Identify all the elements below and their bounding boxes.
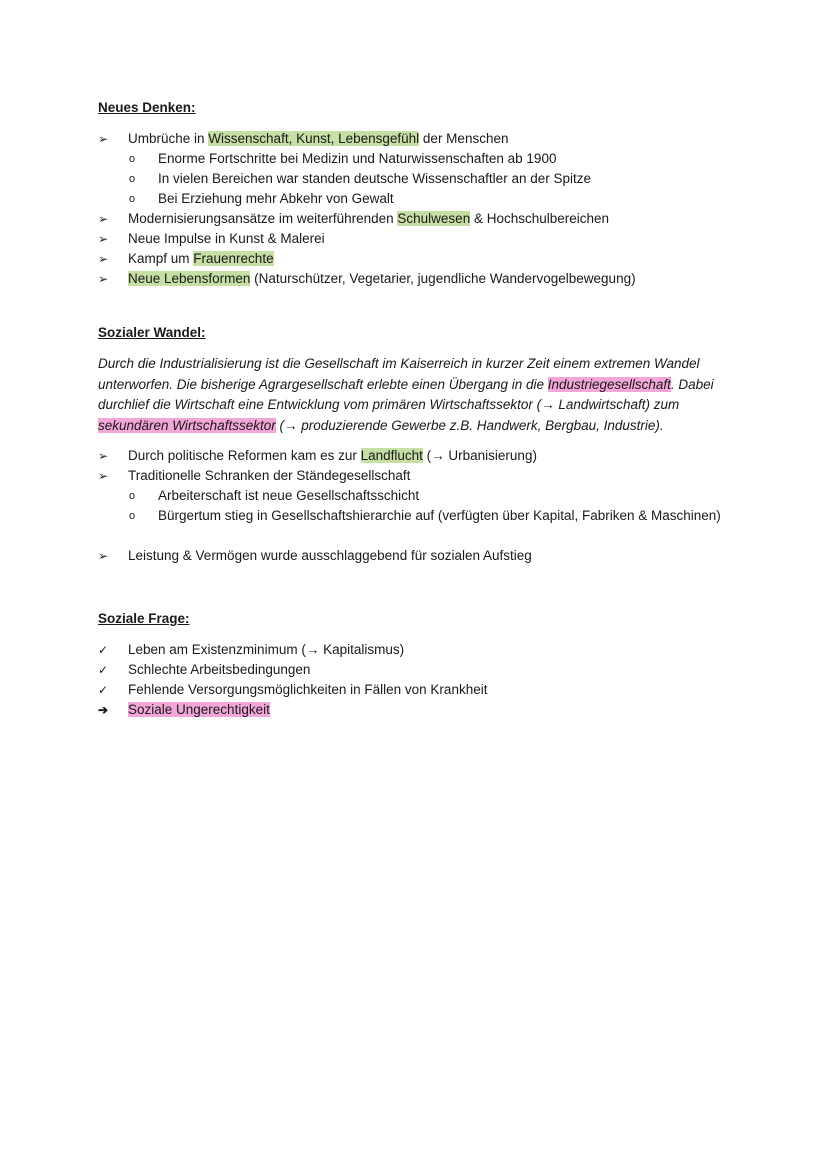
circle-bullet-icon: o xyxy=(129,153,136,165)
section-soziale-frage xyxy=(98,610,738,720)
list-sozialer-wandel xyxy=(98,446,738,566)
highlight-pink: Industriegesellschaft xyxy=(547,376,671,392)
arrowhead-bullet-icon: ➢ xyxy=(98,252,109,266)
list-item: ➢ Umbrüche in Wissenschaft, Kunst, Lebensgefühl der Menschen xyxy=(98,129,738,149)
highlight-green: Frauenrechte xyxy=(193,251,274,266)
list-soziale-frage xyxy=(98,640,738,720)
arrowhead-bullet-icon: ➢ xyxy=(98,469,109,483)
section-sozialer-wandel xyxy=(98,324,738,566)
highlight-pink: Soziale Ungerechtigkeit xyxy=(128,702,270,717)
heading-soziale-frage: Soziale Frage: xyxy=(98,611,190,626)
highlight-pink: sekundären Wirtschaftssektor xyxy=(98,417,276,433)
list-item: ✓ Leben am Existenzminimum (→ Kapitalismus) xyxy=(98,640,738,660)
list-neues-denken xyxy=(98,129,738,289)
list-item xyxy=(98,700,738,720)
sub-list-item: o Bei Erziehung mehr Abkehr von Gewalt xyxy=(98,189,738,209)
list-item: ✓ Fehlende Versorgungsmöglichkeiten in Fällen von Krankheit xyxy=(98,680,738,700)
arrowhead-bullet-icon: ➢ xyxy=(98,549,109,563)
sub-list-item: o Arbeiterschaft ist neue Gesellschaftsschicht xyxy=(98,486,738,506)
check-icon: ✓ xyxy=(98,643,109,657)
arrowhead-bullet-icon: ➢ xyxy=(98,449,109,463)
circle-bullet-icon: o xyxy=(129,510,136,522)
paragraph-industrialisierung: Durch die Industrialisierung ist die Gesellschaft im Kaiserreich in kurzer Zeit einem extremen Wandel unterworfen. Die bisherige Agrargesellschaft erlebte einen Übergang in die Industriegesellschaft. Dabei durchlief die Wirtschaft eine Entwicklung vom primären Wirtschaftssektor (→ Landwirtschaft) zum sekundären Wirtschaftssektor (→ produzierende Gewerbe z.B. Handwerk, Bergbau, Industrie). xyxy=(98,356,714,433)
list-item: ✓ Schlechte Arbeitsbedingungen xyxy=(98,660,738,680)
arrowhead-bullet-icon: ➢ xyxy=(98,232,109,246)
highlight-green: Neue Lebensformen xyxy=(128,271,251,286)
highlight-green: Schulwesen xyxy=(397,211,471,226)
list-item: ➢ Kampf um Frauenrechte xyxy=(98,249,738,269)
heading-neues-denken: Neues Denken: xyxy=(98,100,196,115)
arrowhead-bullet-icon: ➢ xyxy=(98,212,109,226)
sub-list-item: o Enorme Fortschritte bei Medizin und Naturwissenschaften ab 1900 xyxy=(98,149,738,169)
sub-list-item: o Bürgertum stieg in Gesellschaftshierarchie auf (verfügten über Kapital, Fabriken & Maschinen) xyxy=(98,506,738,546)
arrow-right-icon: ➔ xyxy=(98,703,109,717)
circle-bullet-icon: o xyxy=(129,490,136,502)
arrowhead-bullet-icon: ➢ xyxy=(98,272,109,286)
heading-sozialer-wandel: Sozialer Wandel: xyxy=(98,325,206,340)
highlight-green: Wissenschaft, Kunst, Lebensgefühl xyxy=(208,131,420,146)
list-item: ➢ Leistung & Vermögen wurde ausschlaggebend für sozialen Aufstieg xyxy=(98,546,738,566)
list-item: ➢ Neue Lebensformen (Naturschützer, Vegetarier, jugendliche Wandervogelbewegung) xyxy=(98,269,738,289)
sub-list-item: o In vielen Bereichen war standen deutsche Wissenschaftler an der Spitze xyxy=(98,169,738,189)
list-item: ➢ Durch politische Reformen kam es zur Landflucht (→ Urbanisierung) xyxy=(98,446,738,466)
circle-bullet-icon: o xyxy=(129,173,136,185)
highlight-green: Landflucht xyxy=(360,448,423,463)
section-neues-denken xyxy=(98,99,738,289)
arrowhead-bullet-icon: ➢ xyxy=(98,132,109,146)
list-item: ➢ Neue Impulse in Kunst & Malerei xyxy=(98,229,738,249)
check-icon: ✓ xyxy=(98,683,109,697)
circle-bullet-icon: o xyxy=(129,193,136,205)
list-item: ➢ Modernisierungsansätze im weiterführenden Schulwesen & Hochschulbereichen xyxy=(98,209,738,229)
list-item: ➢ Traditionelle Schranken der Ständegesellschaft xyxy=(98,466,738,486)
check-icon: ✓ xyxy=(98,663,109,677)
